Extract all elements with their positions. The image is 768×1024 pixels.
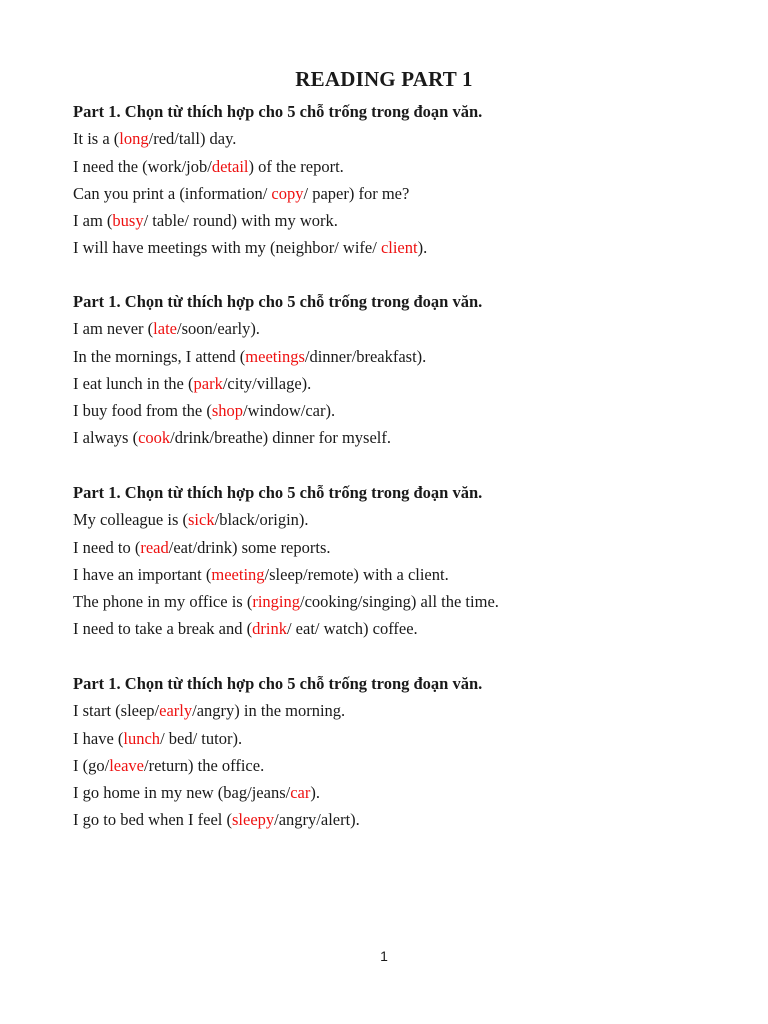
exercise-line: It is a (long/red/tall) day. (73, 129, 237, 149)
exercise-line: I eat lunch in the (park/city/village). (73, 373, 312, 393)
section-heading: Part 1. Chọn từ thích hợp cho 5 chỗ trống trong đoạn văn. (73, 674, 483, 693)
exercise-line: I need to (read/eat/drink) some reports. (73, 537, 331, 557)
answer-word: client (380, 238, 418, 258)
page-title: READING PART 1 (295, 67, 473, 91)
exercise-line: I need to take a break and (drink/ eat/ watch) coffee. (73, 619, 418, 639)
section-heading: Part 1. Chọn từ thích hợp cho 5 chỗ trống trong đoạn văn. (73, 483, 483, 502)
answer-word: lunch (123, 728, 161, 748)
section-heading: Part 1. Chọn từ thích hợp cho 5 chỗ trống trong đoạn văn. (73, 102, 483, 121)
answer-word: sleepy (231, 810, 275, 830)
exercise-line: I need the (work/job/detail) of the report. (73, 156, 344, 176)
answer-word: car (290, 783, 311, 803)
exercise-line: I go home in my new (bag/jeans/car). (73, 783, 320, 803)
exercise-line: I start (sleep/early/angry) in the morning. (73, 701, 346, 721)
exercise-line: I am never (late/soon/early). (73, 319, 260, 339)
answer-word: long (119, 129, 149, 149)
exercise-line: In the mornings, I attend (meetings/dinner/breakfast). (73, 346, 427, 366)
answer-word: copy (271, 183, 304, 203)
exercise-line: I go to bed when I feel (sleepy/angry/alert). (73, 810, 360, 830)
exercise-line: I have (lunch/ bed/ tutor). (73, 728, 243, 748)
exercise-section-3 (73, 479, 713, 643)
answer-word: shop (211, 401, 244, 421)
exercise-line: I will have meetings with my (neighbor/ wife/ client). (73, 238, 428, 258)
answer-word: detail (211, 156, 249, 176)
answer-word: park (193, 373, 223, 393)
answer-word: sick (188, 510, 215, 530)
exercise-line: I always (cook/drink/breathe) dinner for myself. (73, 428, 391, 448)
exercise-line: I buy food from the (shop/window/car). (73, 401, 336, 421)
answer-word: leave (109, 755, 145, 775)
answer-word: late (153, 319, 177, 339)
exercise-line: My colleague is (sick/black/origin). (73, 510, 309, 530)
exercise-line: Can you print a (information/ copy/ paper) for me? (73, 183, 410, 203)
exercise-section-4 (73, 670, 713, 834)
answer-word: meeting (211, 564, 265, 584)
section-heading: Part 1. Chọn từ thích hợp cho 5 chỗ trống trong đoạn văn. (73, 292, 483, 311)
answer-word: read (140, 537, 169, 557)
answer-word: meetings (245, 346, 305, 366)
exercise-section-1 (73, 98, 713, 262)
exercise-line: I am (busy/ table/ round) with my work. (73, 211, 338, 231)
answer-word: drink (252, 619, 287, 639)
exercise-section-2 (73, 288, 713, 452)
answer-word: ringing (252, 592, 300, 612)
exercise-line: I (go/leave/return) the office. (73, 755, 265, 775)
answer-word: busy (112, 211, 144, 231)
answer-word: cook (138, 428, 171, 448)
answer-word: early (159, 701, 193, 721)
exercise-line: I have an important (meeting/sleep/remote) with a client. (73, 564, 449, 584)
exercise-line: The phone in my office is (ringing/cooking/singing) all the time. (73, 592, 499, 612)
page-number: 1 (380, 948, 388, 964)
